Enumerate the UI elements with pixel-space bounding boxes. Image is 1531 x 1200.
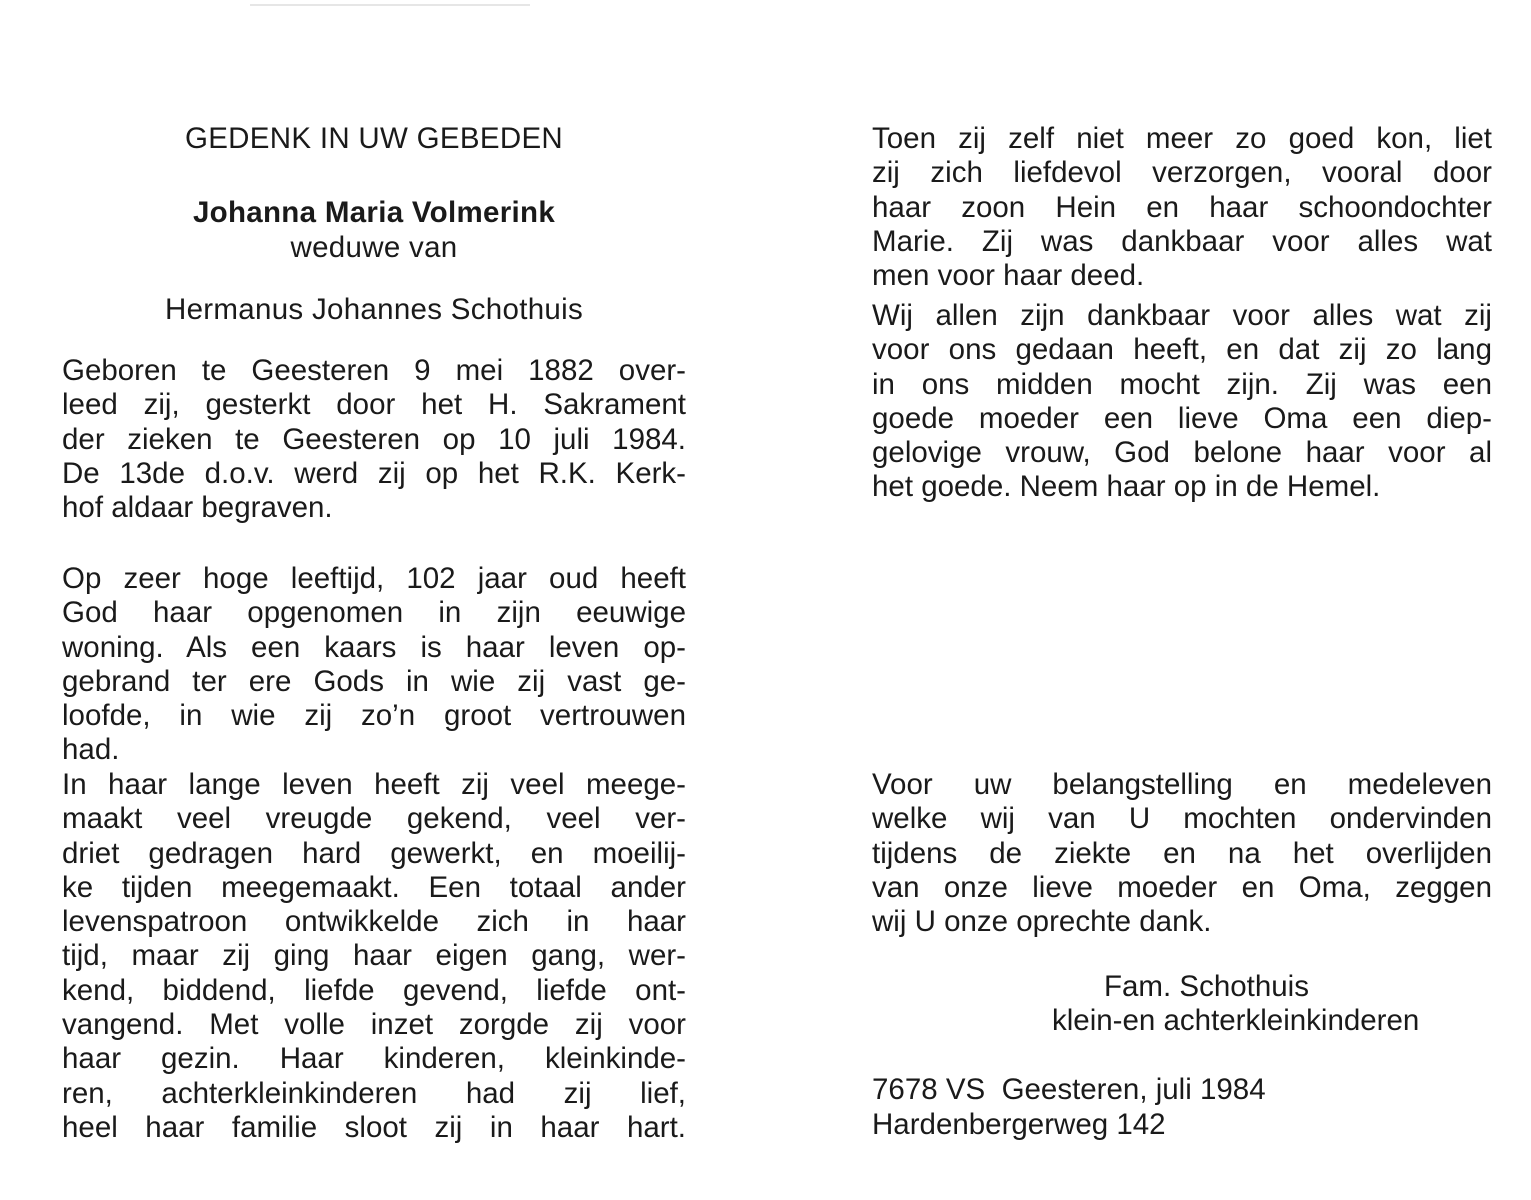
text-line: woning. Als een kaars is haar leven op- — [62, 630, 686, 664]
text-line: in ons midden mocht zijn. Zij was een — [872, 367, 1492, 401]
text-line: Marie. Zij was dankbaar voor alles wat — [872, 224, 1492, 258]
text-line: het goede. Neem haar op in de Hemel. — [872, 470, 1381, 504]
scan-edge-mark — [250, 4, 530, 6]
text-line: In haar lange leven heeft zij veel meege- — [62, 768, 686, 801]
text-line: Geboren te Geesteren 9 mei 1882 over- — [62, 354, 686, 387]
text-line: Wij allen zijn dankbaar voor alles wat zij — [872, 299, 1492, 332]
text-line: had. — [62, 733, 120, 767]
text-line: voor ons gedaan heeft, en dat zij zo lang — [872, 333, 1492, 367]
deceased-name: Johanna Maria Volmerink — [192, 196, 556, 229]
text-line: men voor haar deed. — [872, 259, 1145, 293]
text-line: van onze lieve moeder en Oma, zeggen — [872, 870, 1492, 904]
address-city-date: 7678 VS Geesteren, juli 1984 — [872, 1073, 1266, 1106]
text-line: Op zeer hoge leeftijd, 102 jaar oud heeft — [62, 562, 686, 595]
text-line: goede moeder een lieve Oma een diep- — [872, 401, 1492, 435]
text-line: haar zoon Hein en haar schoondochter — [872, 190, 1492, 224]
signature-descendants: klein-en achterkleinkinderen — [1052, 1004, 1420, 1037]
gratitude-paragraph — [872, 299, 1492, 505]
text-line: tijd, maar zij ging haar eigen gang, wer- — [62, 939, 686, 973]
text-line: der zieken te Geesteren op 10 juli 1984. — [62, 422, 686, 456]
text-line: loofde, in wie zij zo’n groot vertrouwen — [62, 699, 686, 733]
text-line: gelovige vrouw, God belone haar voor al — [872, 436, 1492, 470]
care-paragraph — [872, 122, 1492, 293]
spouse-name: Hermanus Johannes Schothuis — [164, 293, 584, 326]
thanks-paragraph — [872, 768, 1492, 939]
signature-family: Fam. Schothuis — [1104, 970, 1309, 1003]
text-line: De 13de d.o.v. werd zij op het R.K. Kerk- — [62, 456, 686, 490]
text-line: Toen zij zelf niet meer zo goed kon, liet — [872, 122, 1492, 155]
text-line: ke tijden meegemaakt. Een totaal ander — [62, 870, 686, 904]
text-line: ren, achterkleinkinderen had zij lief, — [62, 1076, 686, 1110]
text-line: vangend. Met volle inzet zorgde zij voor — [62, 1008, 686, 1042]
text-line: levenspatroon ontwikkelde zich in haar — [62, 905, 686, 939]
text-line: leed zij, gesterkt door het H. Sakrament — [62, 388, 686, 422]
text-line: wij U onze oprechte dank. — [872, 905, 1212, 939]
text-line: haar gezin. Haar kinderen, kleinkinde- — [62, 1042, 686, 1076]
text-line: kend, biddend, liefde gevend, liefde ont- — [62, 973, 686, 1007]
life-paragraph — [62, 562, 686, 768]
text-line: maakt veel vreugde gekend, veel ver- — [62, 802, 686, 836]
address-street: Hardenbergerweg 142 — [872, 1108, 1166, 1141]
text-line: heel haar familie sloot zij in haar hart. — [62, 1110, 686, 1144]
text-line: hof aldaar begraven. — [62, 491, 333, 525]
card-heading: GEDENK IN UW GEBEDEN — [184, 122, 564, 155]
text-line: Voor uw belangstelling en medeleven — [872, 768, 1492, 801]
widow-of-label: weduwe van — [290, 231, 458, 264]
text-line: tijdens de ziekte en na het overlijden — [872, 836, 1492, 870]
birth-death-paragraph — [62, 354, 686, 525]
long-life-paragraph — [62, 768, 686, 1145]
text-line: zij zich liefdevol verzorgen, vooral door — [872, 156, 1492, 190]
text-line: driet gedragen hard gewerkt, en moeilij- — [62, 836, 686, 870]
text-line: gebrand ter ere Gods in wie zij vast ge- — [62, 664, 686, 698]
text-line: God haar opgenomen in zijn eeuwige — [62, 596, 686, 630]
text-line: welke wij van U mochten ondervinden — [872, 802, 1492, 836]
